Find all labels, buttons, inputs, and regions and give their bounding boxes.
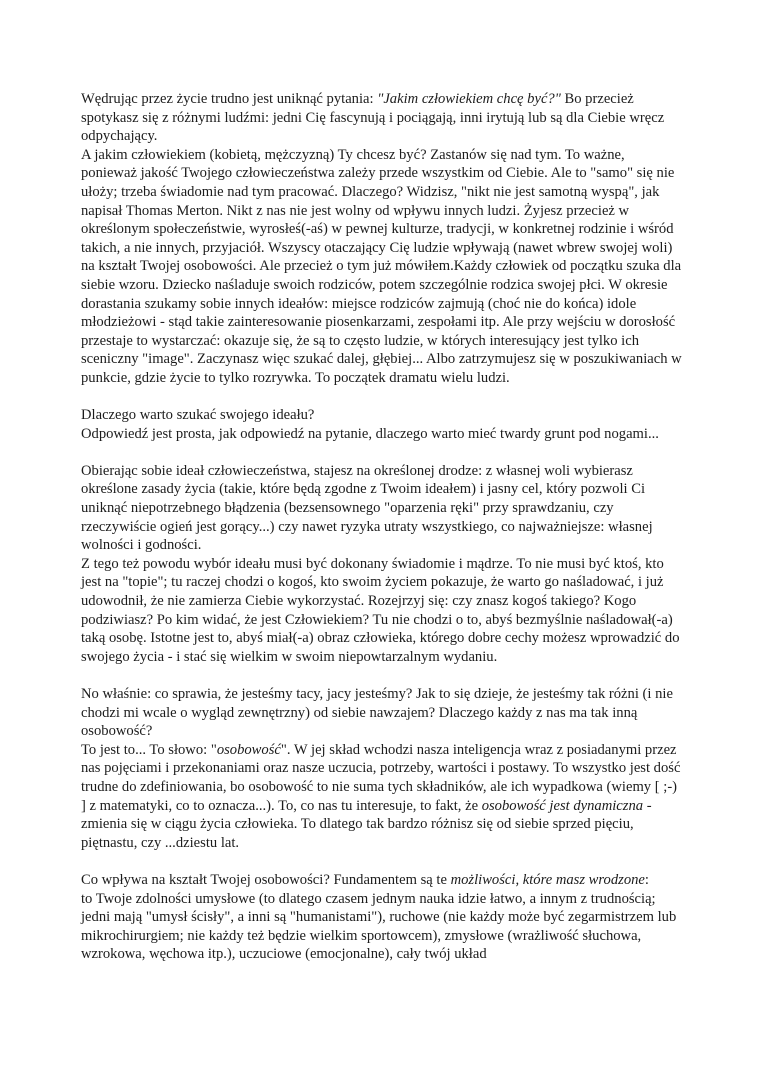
paragraph-spacer bbox=[81, 666, 683, 685]
text-run: Co wpływa na kształt Twojej osobowości? Fundamentem są te bbox=[81, 871, 451, 888]
text-run: ". W jej skład wchodzi nasza inteligencja wraz z posiadanymi przez nas pojęciami i przekonaniami oraz nasze uczucia, potrzeby, wartości i postawy. To wszystko jest dość trudne do zdefiniowania, bo osobowość to nie suma tych składników, ale ich wypadkowa (wiemy [ ;-) ] z matematyki, co to oznacza...). To, co nas tu interesuje, to fakt, że bbox=[81, 741, 681, 814]
text-run: : bbox=[644, 871, 649, 888]
paragraph-ideal: Obierając sobie ideał człowieczeństwa, stajesz na określonej drodze: z własnej woli wybierasz określone zasady życia (takie, które będą zgodne z Twoim ideałem) i jasny cel, który pozwoli Ci uniknąć niepotrzebnego błądzenia (bezsensownego "oparzenia ręki" przy sprawdzaniu, czy rzeczywiście ogień jest gorący...) czy nawet ryzyka utraty wszystkiego, co najważniejsze: własnej wolności i godności. bbox=[81, 462, 653, 554]
paragraph-intro bbox=[81, 90, 683, 146]
text-run: - zmienia się w ciągu życia człowieka. To dlatego tak bardzo różnisz się od siebie sprzed pięciu, piętnastu, czy ...dziestu lat. bbox=[81, 797, 652, 851]
paragraph-merton: A jakim człowiekiem (kobietą, mężczyzną) Ty chcesz być? Zastanów się nad tym. To ważne, ponieważ jakość Twojego człowieczeństwa zależy przede wszystkim od Ciebie. Ale to "samo" się nie ułoży; trzeba świadomie nad tym pracować. Dlaczego? Widzisz, "nikt nie jest samotną wyspą", jak napisał Thomas Merton. Nikt z nas nie jest wolny od wpływu innych ludzi. Żyjesz przecież w określonym społeczeństwie, wyrosłeś(-aś) w pewnej kulturze, tradycji, w konkretnej rodzinie i wśród takich, a nie innych, przyjaciół. Wszyscy otaczający Cię ludzie wpływają (nawet wbrew swojej woli) na kształt Twojej osobowości. Ale przecież o tym już mówiłem.Każdy człowiek od początku szuka dla siebie wzoru. Dziecko naśladuje swoich rodziców, potem szczególnie rodzica swojej płci. W okresie dorastania szukamy sobie innych ideałów: miejsce rodziców zajmują (choć nie do końca) idole młodzieżowi - stąd takie zainteresowanie piosenkarzami, zespołami itp. Ale przy wejściu w dorosłość przestaje to wystarczać: okazuje się, że są to często ludzie, w których interesujący jest tylko ich sceniczny "image". Zaczynasz więc szukać dalej, głębiej... Albo zatrzymujesz się w poszukiwaniach w punkcie, gdzie życie to tylko rozrywka. To początek dramatu wielu ludzi. bbox=[81, 146, 682, 386]
paragraph-differences: No właśnie: co sprawia, że jesteśmy tacy, jacy jesteśmy? Jak to się dzieje, że jesteśmy tak różni (i nie chodzi mi wcale o wygląd zewnętrzny) od siebie nawzajem? Dlaczego każdy z nas ma tak inną osobowość? bbox=[81, 686, 673, 740]
italic-term: możliwości, które masz wrodzone bbox=[450, 871, 645, 888]
paragraph-abilities: to Twoje zdolności umysłowe (to dlatego czasem jednym nauka idzie łatwo, a innym z trudnością; jedni mają "umysł ścisły", a inni są "humanistami"), ruchowe (nie każdy może być zegarmistrzem lub mikrochirurgiem; nie każdy też będzie wielkim sportowcem), zmysłowe (wrażliwość słuchowa, wzrokowa, węchowa itp.), uczuciowe (emocjonalne), cały twój układ bbox=[81, 890, 677, 963]
text-run: To jest to... To słowo: " bbox=[81, 741, 217, 758]
italic-term: osobowość bbox=[216, 741, 281, 758]
paragraph-choice: Z tego też powodu wybór ideału musi być dokonany świadomie i mądrze. To nie musi być ktoś, kto jest na "topie"; tu raczej chodzi o kogoś, kto swoim życiem pokazuje, że warto go naśladować, i już udowodnił, że nie zamierza Ciebie wykorzystać. Rozejrzyj się: czy znasz kogoś takiego? Kogo podziwiasz? Po kim widać, że jest Człowiekiem? Tu nie chodzi o to, abyś bezmyślnie naśladował(-a) taką osobę. Istotne jest to, abyś miał(-a) obraz człowieka, którego dobre cechy możesz wprowadzić do swojego życia - i stać się wielkim w swoim niepowtarzalnym wydaniu. bbox=[81, 555, 680, 665]
paragraph-question: Dlaczego warto szukać swojego ideału? bbox=[81, 407, 315, 424]
document-page bbox=[81, 90, 683, 964]
paragraph-personality bbox=[81, 741, 683, 853]
paragraph-answer: Odpowiedź jest prosta, jak odpowiedź na pytanie, dlaczego warto mieć twardy grunt pod nogami... bbox=[81, 425, 659, 442]
text-run: Wędrując przez życie trudno jest uniknąć pytania: bbox=[81, 91, 378, 107]
paragraph-foundation bbox=[81, 871, 683, 890]
italic-term: osobowość jest dynamiczna bbox=[481, 797, 644, 814]
paragraph-spacer bbox=[81, 388, 683, 407]
text-run: Bo przecież spotykasz się z różnymi ludźmi: jedni Cię fascynują i pociągają, inni irytują lub są dla Ciebie wręcz odpychający. bbox=[81, 91, 665, 145]
italic-question: "Jakim człowiekiem chcę być?" bbox=[377, 91, 561, 107]
paragraph-spacer bbox=[81, 852, 683, 871]
paragraph-spacer bbox=[81, 443, 683, 462]
